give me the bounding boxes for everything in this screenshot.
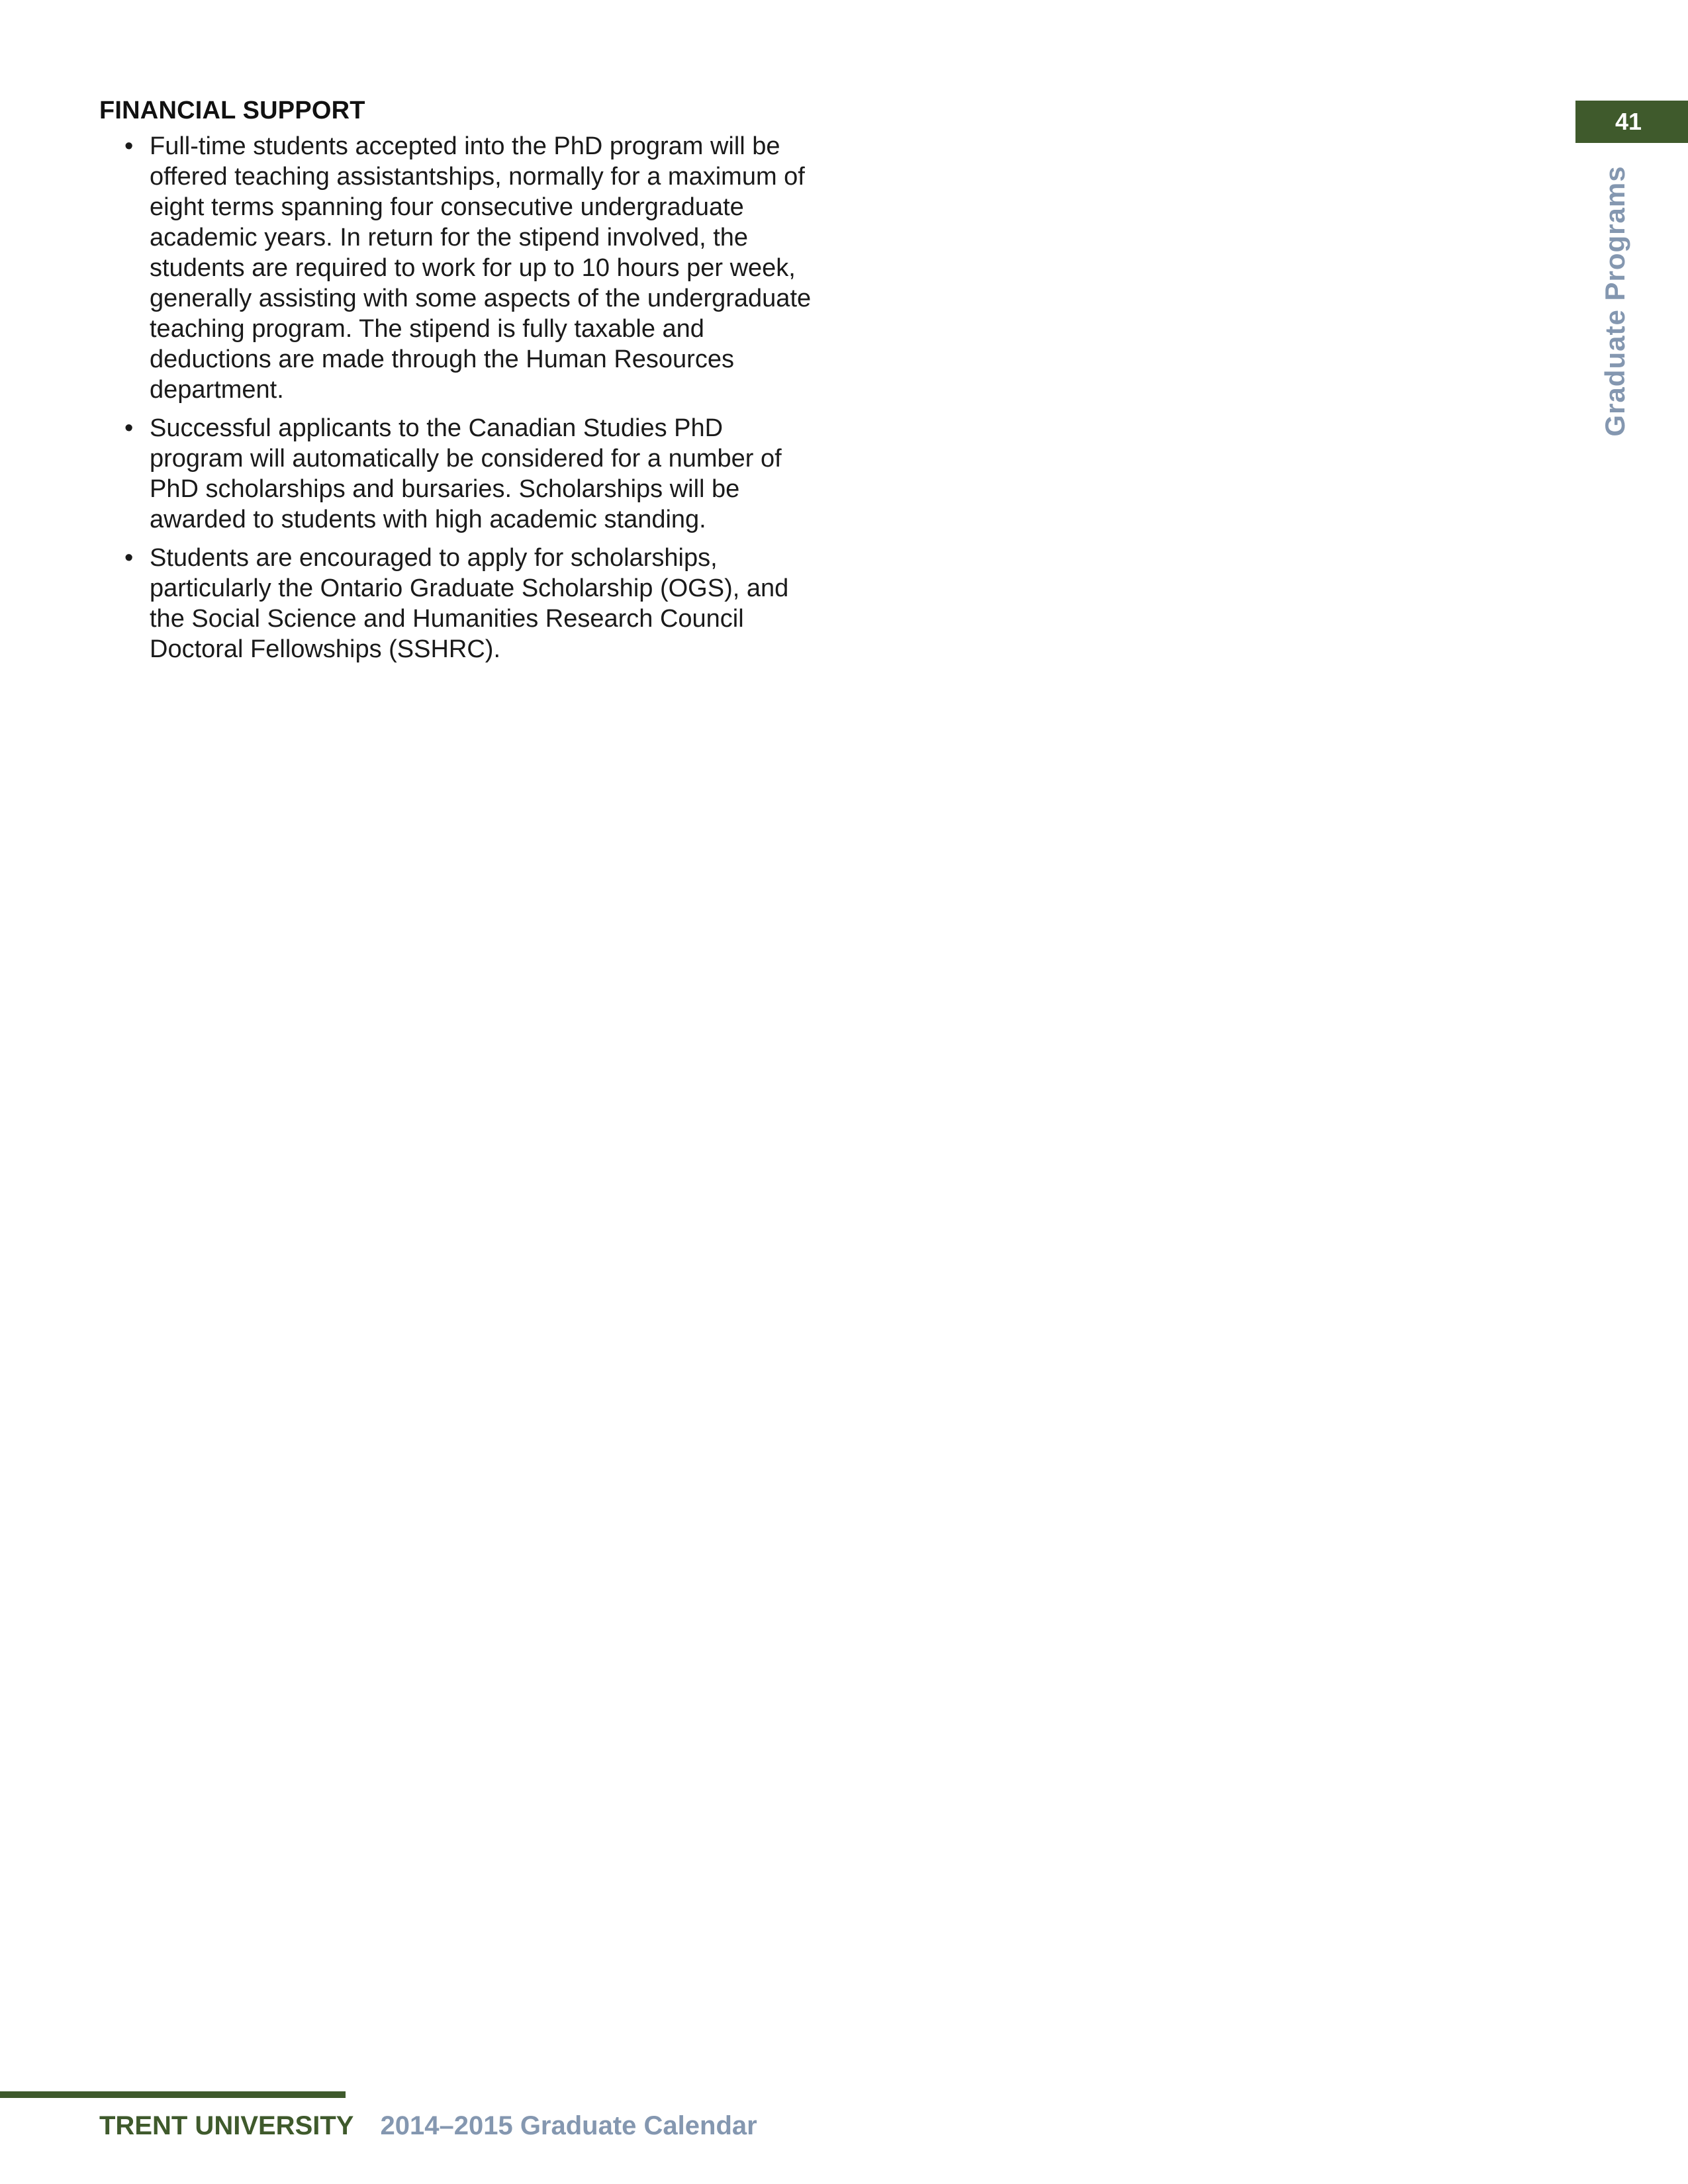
- list-item-text: Students are encouraged to apply for scholarships, particularly the Ontario Graduate Scholarship (OGS), and the Social Science and Humanities Research Council Doctoral Fellowships (SSHRC).: [150, 544, 789, 663]
- list-item: [99, 543, 821, 664]
- footer-calendar-title: 2014–2015 Graduate Calendar: [380, 2111, 757, 2140]
- bullet-icon: •: [124, 132, 134, 160]
- list-item-text: Successful applicants to the Canadian Studies PhD program will automatically be considered for a number of PhD scholarships and bursaries. Scholarships will be awarded to students with high academic standing.: [150, 414, 782, 533]
- bullet-icon: •: [124, 414, 134, 442]
- footer: [99, 2109, 757, 2142]
- bullet-icon: •: [124, 544, 134, 572]
- page-number-tab: [1575, 101, 1688, 143]
- financial-support-heading: FINANCIAL SUPPORT: [99, 97, 365, 124]
- section-side-label: Graduate Programs: [1599, 165, 1630, 437]
- list-item: [99, 413, 821, 535]
- financial-support-list: [99, 131, 821, 664]
- list-item: [99, 131, 821, 405]
- footer-university: TRENT UNIVERSITY: [99, 2111, 354, 2140]
- page-number: 41: [1615, 108, 1642, 135]
- list-item-text: Full-time students accepted into the PhD program will be offered teaching assistantships, normally for a maximum of eight terms spanning four consecutive undergraduate academic years. In return for the stipend involved, the students are required to work for up to 10 hours per week, generally assisting with some aspects of the undergraduate teaching program. The stipend is fully taxable and deductions are made through the Human Resources department.: [150, 132, 812, 404]
- main-content: [99, 93, 821, 672]
- footer-rule: [0, 2091, 346, 2098]
